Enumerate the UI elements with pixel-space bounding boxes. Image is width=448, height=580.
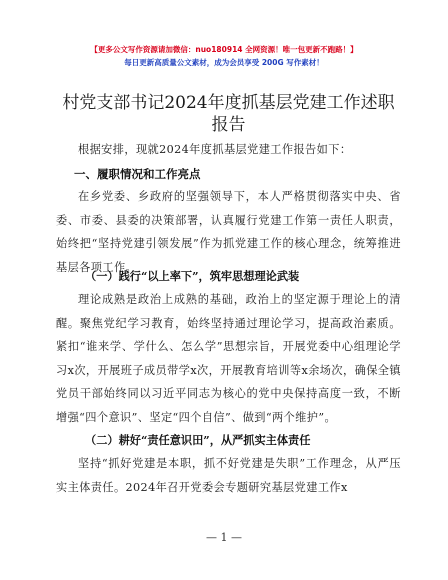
paragraph-3: 坚持“抓好党建是本职，抓不好党建是失职”工作理念，从严压实主体责任。2024年召开党委会专题研究基层党建工作x bbox=[56, 457, 401, 494]
paragraph-1: 在乡党委、乡政府的坚强领导下，本人严格贯彻落实中央、省委、市委、县委的决策部署，认真履行党建工作第一责任人职责，始终把“坚持党建引领发展”作为抓党建工作的核心理念，统筹推进基层各项工作。 bbox=[56, 190, 401, 274]
subsection-heading-2: （二）耕好“责任意识田”，从严抓实主体责任 bbox=[85, 433, 311, 447]
page-number: — 1 — bbox=[206, 531, 242, 544]
intro-paragraph: 根据安排，现就2024年度抓基层党建工作报告如下： bbox=[78, 143, 352, 156]
section-heading-1: 一、履职情况和工作亮点 bbox=[74, 167, 201, 181]
promo-banner-line1: 【更多公文写作资源请加微信：nuo180914 全网资源！唯一包更新不跑路！】 bbox=[90, 45, 358, 54]
paragraph-2: 理论成熟是政治上成熟的基础，政治上的坚定源于理论上的清醒。聚焦党纪学习教育，始终坚持通过理论学习，提高政治素质。紧扣“谁来学、学什么、怎么学”思想宗旨，开展党委中心组理论学习x次，开展班子成员带学x次，开展教育培训等x余场次，确保全镇党员干部始终同以习近平同志为核心的党中央保持高度一致，不断增强“四个意识”、坚定“四个自信”、做到“两个维护”。 bbox=[56, 293, 401, 424]
subsection-heading-1: （一）践行“以上率下”，筑牢思想理论武装 bbox=[85, 269, 300, 283]
promo-banner-line2: 每日更新高质量公文素材，成为会员享受 200G 写作素材！ bbox=[124, 58, 324, 67]
document-title: 村党支部书记2024年度抓基层党建工作述职报告 bbox=[62, 93, 395, 135]
